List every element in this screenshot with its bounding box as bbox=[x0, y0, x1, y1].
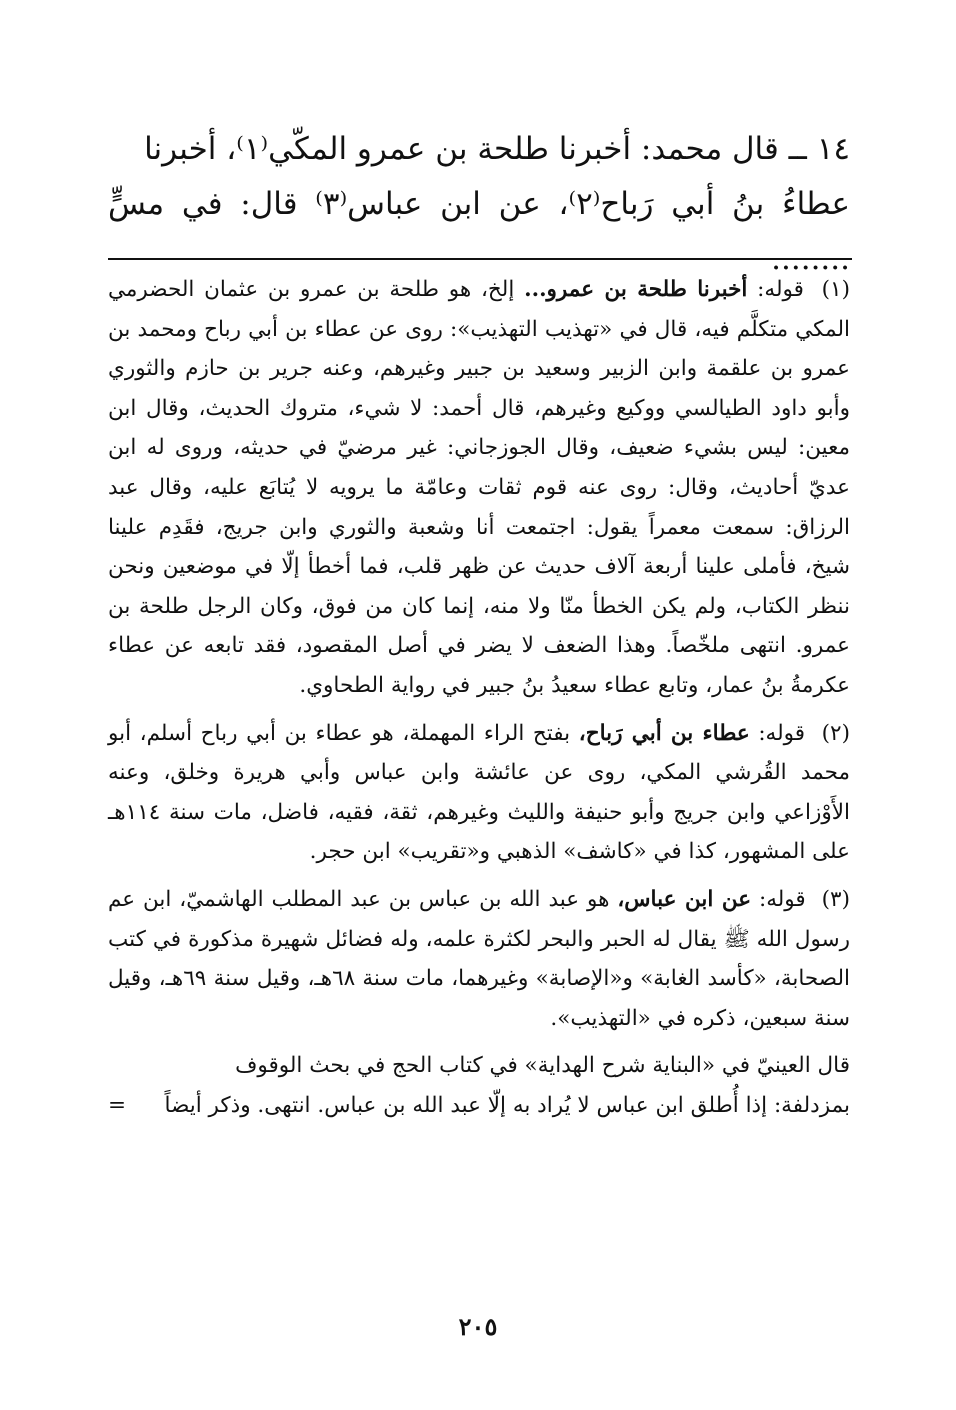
continuation-line-1: قال العينيّ في «البناية شرح الهداية» في كتاب الحج في بحث الوقوف bbox=[235, 1053, 850, 1079]
footnotes-block bbox=[108, 270, 850, 1133]
main-text-line-2-text: عطاءُ بنُ أبي رَباح⁽٢⁾، عن ابن عباس⁽٣⁾ قال: في مسٍّ bbox=[108, 186, 850, 222]
footnote-separator-rule bbox=[108, 258, 852, 260]
page-number: ٢٠٥ bbox=[458, 1312, 498, 1341]
footnote-1 bbox=[108, 270, 850, 706]
continuation-line-2-row bbox=[108, 1086, 850, 1126]
main-text-line-1: ١٤ ــ قال محمد: أخبرنا طلحة بن عمرو المكّي⁽١⁾، أخبرنا bbox=[144, 131, 850, 167]
footnote-3 bbox=[108, 880, 850, 1038]
footnote-text: بفتح الراء المهملة، هو عطاء بن أبي رباح أسلم، أبو محمد القُرشي المكي، روى عن عائشة وابن عباس وأبي هريرة وخلق، وعنه الأَوْزاعي وابن جريج وأبو حنيفة والليث وغيرهم، ثقة، فقيه، فاضل، مات سنة ١١٤هـ على المشهور، كذا في «كاشف» الذهبي و«تقريب» ابن حجر. bbox=[108, 720, 850, 865]
footnote-highlight: أخبرنا طلحة بن عمرو... bbox=[524, 277, 748, 302]
footnote-highlight: عطاء بن أبي رَباح، bbox=[578, 720, 750, 746]
continuation-line-2: بمزدلفة: إذا أُطلق ابن عباس لا يُراد به إلّا عبد الله بن عباس. انتهى. وذكر أيضاً bbox=[164, 1092, 850, 1118]
footnote-text: إلخ، هو طلحة بن عمرو بن عثمان الحضرمي المكي متكلَّم فيه، قال في «تهذيب التهذيب»: روى عن عطاء بن أبي رباح ومحمد بن عمرو بن علقمة وابن الزبير وسعيد بن جبير وغيرهم، وعنه جرير بن حازم والثوري وأبو داود الطيالسي ووكيع وغيرهم، قال أحمد: لا شيء، متروك الحديث، وقال ابن معين: ليس بشيء ضعيف، وقال الجوزجاني: غير مرضيّ في حديثه، وروى له ابن عديّ أحاديث، وقال: روى عنه قوم ثقات وعامّة ما يرويه لا يُتابَع عليه، وقال عبد الرزاق: سمعت معمراً يقول: اجتمعت أنا وشعبة والثوري وابن جريج، فقَدِم علينا شيخ، فأملى علينا أربعة آلاف حديث عن ظهر قلب، فما أخطأ إلّا في موضعين ونحن ننظر الكتاب، ولم يكن الخطأ منّا ولا منه، إنما كان من فوق، وكان الرجل طلحة بن عمرو. انتهى ملخّصاً. وهذا الضعف لا يضر في أصل المقصود، فقد تابعه عن عطاء عكرمةُ بنُ عمار، وتابع عطاء سعيدُ بنُ جبير في رواية الطحاوي. bbox=[108, 277, 850, 698]
footnote-number: (١) bbox=[821, 277, 850, 302]
footnote-lead: قوله: bbox=[757, 277, 804, 302]
footnote-text: هو عبد الله بن عباس بن عبد المطلب الهاشميّ، ابن عم رسول الله ﷺ يقال له الحبر والبحر لكثرة علمه، وله فضائل شهيرة مذكورة في كتب الصحابة، «كأسد الغابة» و«الإصابة» وغيرهما، مات سنة ٦٨هـ، وقيل سنة ٦٩هـ، وقيل سنة سبعين، ذكره في «التهذيب». bbox=[108, 886, 850, 1031]
continuation-paragraph bbox=[108, 1046, 850, 1125]
footnote-2 bbox=[108, 714, 850, 872]
footnote-lead: قوله: bbox=[758, 886, 806, 912]
continuation-marker: = bbox=[108, 1092, 127, 1118]
footnote-highlight: عن ابن عباس، bbox=[617, 886, 752, 912]
main-text-block bbox=[108, 122, 850, 287]
continuation-dots: ........ bbox=[771, 241, 850, 277]
footnote-number: (٣) bbox=[821, 886, 850, 912]
footnote-number: (٢) bbox=[821, 720, 850, 746]
footnote-lead: قوله: bbox=[758, 720, 806, 746]
